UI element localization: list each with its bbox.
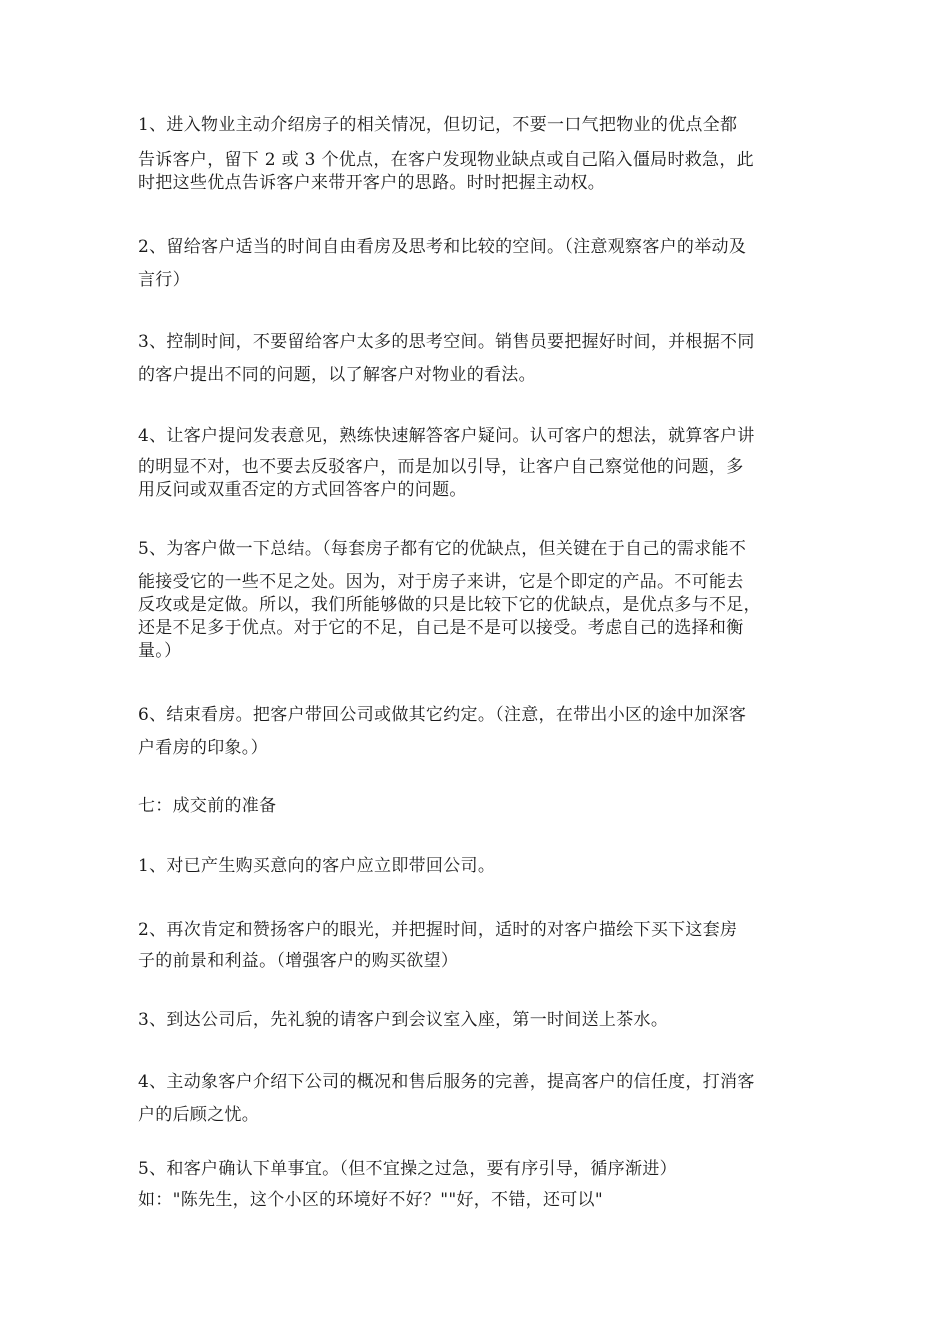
- text-line: 3、控制时间，不要留给客户太多的思考空间。销售员要把握好时间，并根据不同: [138, 332, 755, 352]
- text-line: 5、和客户确认下单事宜。（但不宜操之过急，要有序引导，循序渐进）: [138, 1159, 677, 1179]
- paragraph-7-4: [138, 1071, 822, 1127]
- paragraph-5: [138, 538, 822, 663]
- text-line: 的客户提出不同的问题，以了解客户对物业的看法。: [138, 365, 536, 385]
- section-heading: [138, 795, 822, 818]
- text-line: 的明显不对，也不要去反驳客户，而是加以引导，让客户自己察觉他的问题，多: [138, 457, 744, 477]
- text-line: 户看房的印象。）: [138, 738, 268, 758]
- text-line: 用反问或双重否定的方式回答客户的问题。: [138, 480, 467, 500]
- paragraph-6: [138, 704, 822, 760]
- text-line: 2、再次肯定和赞扬客户的眼光，并把握时间，适时的对客户描绘下买下这套房: [138, 920, 738, 940]
- paragraph-7-5: [138, 1158, 822, 1212]
- paragraph-1: [138, 114, 822, 195]
- text-line: 还是不足多于优点。对于它的不足，自己是不是可以接受。考虑自己的选择和衡: [138, 618, 744, 638]
- section-heading-text: 七：成交前的准备: [138, 796, 277, 816]
- text-line: 能接受它的一些不足之处。因为，对于房子来讲，它是个即定的产品。不可能去: [138, 572, 744, 592]
- text-line: 6、结束看房。把客户带回公司或做其它约定。（注意，在带出小区的途中加深客: [138, 705, 747, 725]
- paragraph-4: [138, 425, 822, 502]
- text-line: 1、进入物业主动介绍房子的相关情况，但切记，不要一口气把物业的优点全都: [138, 115, 738, 135]
- text-line: 如："陈先生，这个小区的环境好不好？""好，不错，还可以": [138, 1190, 603, 1210]
- text-line: 4、主动象客户介绍下公司的概况和售后服务的完善，提高客户的信任度，打消客: [138, 1072, 755, 1092]
- paragraph-3: [138, 331, 822, 387]
- text-line: 子的前景和利益。（增强客户的购买欲望）: [138, 951, 459, 971]
- text-line: 时把这些优点告诉客户来带开客户的思路。时时把握主动权。: [138, 173, 606, 193]
- text-line: 言行）: [138, 270, 190, 290]
- text-line: 4、让客户提问发表意见，熟练快速解答客户疑问。认可客户的想法，就算客户讲: [138, 426, 755, 446]
- paragraph-7-1: [138, 855, 822, 878]
- text-line: 5、为客户做一下总结。（每套房子都有它的优缺点，但关键在于自己的需求能不: [138, 539, 747, 559]
- text-line: 户的后顾之忧。: [138, 1105, 260, 1125]
- text-line: 3、到达公司后，先礼貌的请客户到会议室入座，第一时间送上茶水。: [138, 1010, 669, 1030]
- text-line: 1、对已产生购买意向的客户应立即带回公司。: [138, 856, 496, 876]
- text-line: 告诉客户，留下 2 或 3 个优点，在客户发现物业缺点或自己陷入僵局时救急，此: [138, 150, 754, 170]
- paragraph-2: [138, 236, 822, 292]
- paragraph-7-2: [138, 919, 822, 973]
- text-line: 反攻或是定做。所以，我们所能够做的只是比较下它的优缺点，是优点多与不足，: [138, 595, 761, 615]
- paragraph-7-3: [138, 1009, 822, 1032]
- text-line: 2、留给客户适当的时间自由看房及思考和比较的空间。（注意观察客户的举动及: [138, 237, 747, 257]
- text-line: 量。）: [138, 641, 182, 661]
